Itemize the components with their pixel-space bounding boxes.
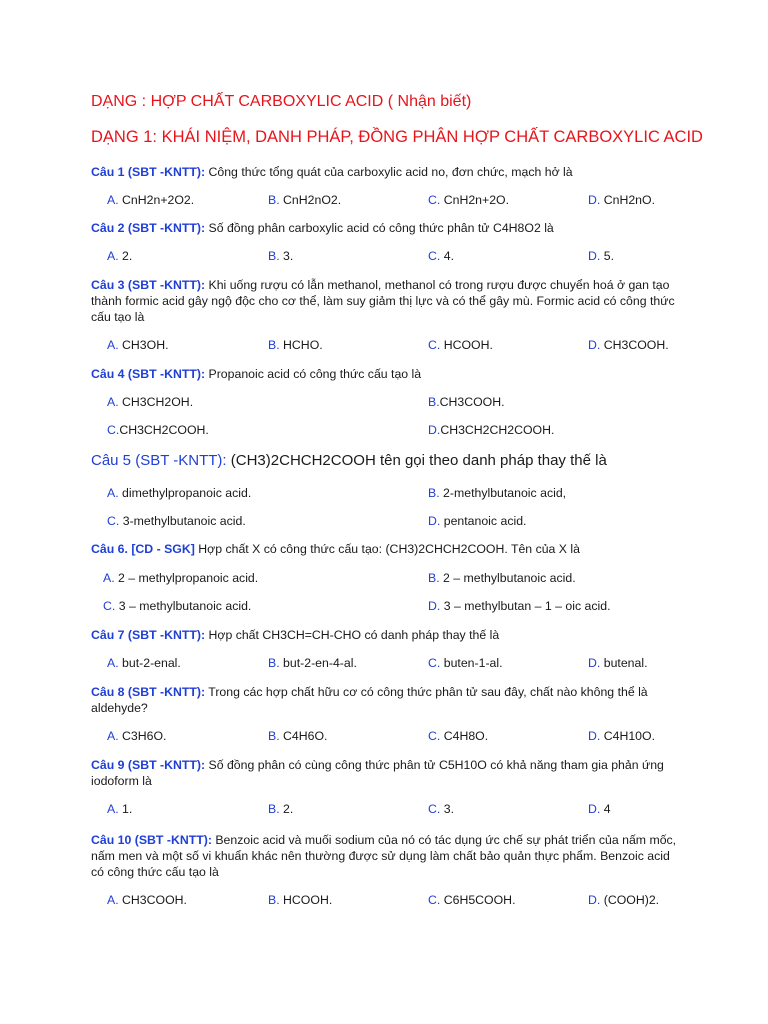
option-c: C. 3-methylbutanoic acid. <box>107 514 246 528</box>
option-d: D. C4H10O. <box>588 729 655 743</box>
question-7 <box>91 627 681 643</box>
question-10 <box>91 832 681 880</box>
question-2 <box>91 220 681 236</box>
option-c: C. CnH2n+2O. <box>428 193 510 207</box>
option-c: C.CH3CH2COOH. <box>107 423 209 437</box>
option-b: B.CH3COOH. <box>428 395 505 409</box>
option-a: A. but-2-enal. <box>107 656 181 670</box>
page-title: DẠNG : HỢP CHẤT CARBOXYLIC ACID ( Nhận biết) <box>91 93 472 110</box>
question-text: Công thức tổng quát của carboxylic acid no, đơn chức, mạch hở là <box>208 165 573 179</box>
option-c: C. C4H8O. <box>428 729 489 743</box>
option-a: A. C3H6O. <box>107 729 167 743</box>
option-a: A. dimethylpropanoic acid. <box>107 486 252 500</box>
option-d: D. CH3COOH. <box>588 338 669 352</box>
question-label: Câu 3 (SBT -KNTT): <box>91 278 206 292</box>
option-b: B. C4H6O. <box>268 729 328 743</box>
option-b: B. HCHO. <box>268 338 323 352</box>
option-a: A. 2. <box>107 249 133 263</box>
question-8-options <box>0 728 768 744</box>
option-a: A. 2 – methylpropanoic acid. <box>103 571 259 585</box>
option-b: B. 2 – methylbutanoic acid. <box>428 571 576 585</box>
option-b: B. 3. <box>268 249 294 263</box>
question-label: Câu 10 (SBT -KNTT): <box>91 833 212 847</box>
question-4 <box>91 366 681 382</box>
question-text: Benzoic acid và muối sodium của nó có tác dụng ức chế sự phát triển của nấm mốc, nấm men và một số vi khuẩn khác nên thường được sử dụng làm chất bảo quản thực phẩm. Benzoic acid có công thức cấu tạo là <box>91 833 677 879</box>
question-3 <box>91 277 681 325</box>
question-text: Trong các hợp chất hữu cơ có công thức phân tử sau đây, chất nào không thể là aldehyde? <box>91 685 648 715</box>
question-label: Câu 6. [CD - SGK] <box>91 542 195 556</box>
question-3-options <box>0 337 768 353</box>
question-9-options <box>0 801 768 817</box>
question-7-options <box>0 655 768 671</box>
option-d: D. 5. <box>588 249 614 263</box>
question-text: Khi uống rượu có lẫn methanol, methanol có trong rượu được chuyển hoá ở gan tạo thành formic acid gây ngộ độc cho cơ thể, làm suy giảm thị lực và có thể gây mù. Formic acid có công thức cấu tạo là <box>91 278 675 324</box>
option-d: D. (COOH)2. <box>588 893 660 907</box>
option-b: B. HCOOH. <box>268 893 333 907</box>
question-label: Câu 2 (SBT -KNTT): <box>91 221 206 235</box>
question-1 <box>91 164 681 180</box>
question-text: Số đồng phân carboxylic acid có công thức phân tử C4H8O2 là <box>208 221 554 235</box>
question-text: Hợp chất X có công thức cấu tạo: (CH3)2CHCH2COOH. Tên của X là <box>198 542 580 556</box>
option-a: A. CnH2n+2O2. <box>107 193 195 207</box>
question-label: Câu 1 (SBT -KNTT): <box>91 165 206 179</box>
option-b: B. but-2-en-4-al. <box>268 656 357 670</box>
option-a: A. CH3OH. <box>107 338 169 352</box>
question-label: Câu 4 (SBT -KNTT): <box>91 367 206 381</box>
question-label: Câu 9 (SBT -KNTT): <box>91 758 206 772</box>
question-6 <box>91 541 681 557</box>
option-b: B. 2. <box>268 802 294 816</box>
question-label: Câu 8 (SBT -KNTT): <box>91 685 206 699</box>
question-8 <box>91 684 681 716</box>
question-9 <box>91 757 681 789</box>
option-c: C. buten-1-al. <box>428 656 503 670</box>
question-6-options-row2 <box>0 598 768 614</box>
section-title: DẠNG 1: KHÁI NIỆM, DANH PHÁP, ĐỒNG PHÂN HỢP CHẤT CARBOXYLIC ACID <box>91 128 703 146</box>
question-text: (CH3)2CHCH2COOH tên gọi theo danh pháp thay thế là <box>230 452 607 469</box>
option-c: C. 3. <box>428 802 454 816</box>
question-5-options-row2 <box>0 513 768 529</box>
option-d: D.CH3CH2CH2COOH. <box>428 423 555 437</box>
question-4-options-row2 <box>0 422 768 438</box>
question-1-options <box>0 192 768 208</box>
option-c: C. 3 – methylbutanoic acid. <box>103 599 252 613</box>
question-2-options <box>0 248 768 264</box>
question-10-options <box>0 892 768 908</box>
question-text: Hợp chất CH3CH=CH-CHO có danh pháp thay thế là <box>208 628 500 642</box>
question-4-options-row1 <box>0 394 768 410</box>
option-d: D. butenal. <box>588 656 648 670</box>
question-label: Câu 5 (SBT -KNTT): <box>91 452 227 469</box>
option-d: D. 4 <box>588 802 611 816</box>
question-text: Số đồng phân có cùng công thức phân tử C5H10O có khả năng tham gia phản ứng iodoform là <box>91 758 664 788</box>
question-5-options-row1 <box>0 485 768 501</box>
option-d: D. pentanoic acid. <box>428 514 527 528</box>
option-c: C. HCOOH. <box>428 338 493 352</box>
option-a: A. 1. <box>107 802 133 816</box>
question-5 <box>91 452 681 470</box>
question-6-options-row1 <box>0 570 768 586</box>
option-a: A. CH3CH2OH. <box>107 395 194 409</box>
option-b: B. CnH2nO2. <box>268 193 342 207</box>
question-text: Propanoic acid có công thức cấu tạo là <box>208 367 422 381</box>
option-d: D. 3 – methylbutan – 1 – oic acid. <box>428 599 611 613</box>
option-d: D. CnH2nO. <box>588 193 655 207</box>
question-label: Câu 7 (SBT -KNTT): <box>91 628 206 642</box>
option-c: C. 4. <box>428 249 454 263</box>
option-a: A. CH3COOH. <box>107 893 187 907</box>
option-c: C. C6H5COOH. <box>428 893 516 907</box>
option-b: B. 2-methylbutanoic acid, <box>428 486 567 500</box>
